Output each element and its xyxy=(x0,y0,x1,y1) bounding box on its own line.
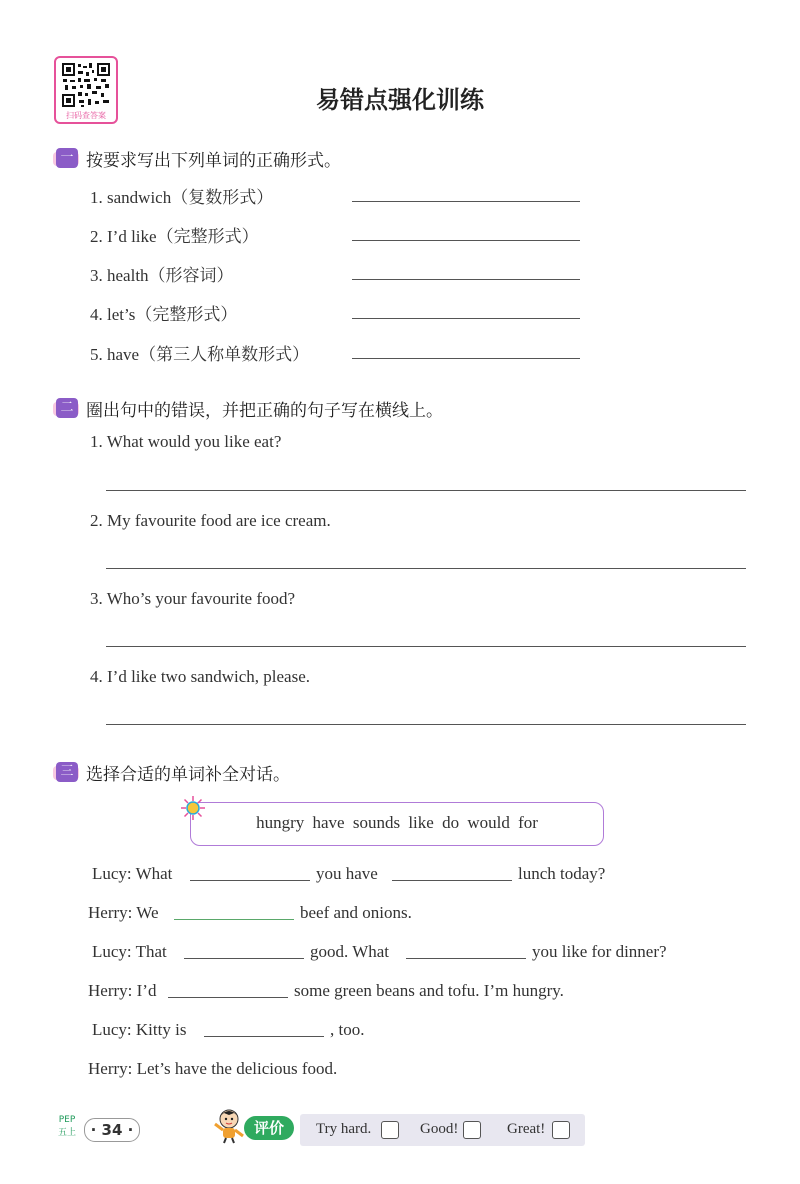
dialogue-4-blank-1[interactable] xyxy=(168,997,288,998)
word-bank-box xyxy=(190,802,604,846)
eval-great-checkbox[interactable] xyxy=(552,1121,570,1139)
section-1-title: 按要求写出下列单词的正确形式。 xyxy=(86,151,341,171)
section-2-title: 圈出句中的错误，并把正确的句子写在横线上。 xyxy=(86,401,443,421)
dialogue-3-part-a: Lucy: That xyxy=(92,942,167,961)
s1-answer-line-2[interactable] xyxy=(352,240,580,241)
eval-great-label: Great! xyxy=(507,1121,546,1137)
dialogue-3-part-b: good. What xyxy=(310,942,390,961)
s2-item-3: 3. Who’s your favourite food? xyxy=(90,589,296,608)
s2-answer-line-4[interactable] xyxy=(106,724,746,725)
word-bank: hungry have sounds like do would for xyxy=(256,813,538,832)
page-number: · 34 · xyxy=(84,1118,140,1142)
dialogue-4-part-a: Herry: I’d xyxy=(88,981,157,1000)
eval-good-checkbox[interactable] xyxy=(463,1121,481,1139)
eval-try-hard-checkbox[interactable] xyxy=(381,1121,399,1139)
dialogue-2-part-b: beef and onions. xyxy=(300,903,412,922)
dialogue-1-part-a: Lucy: What xyxy=(92,864,173,883)
s2-answer-line-1[interactable] xyxy=(106,490,746,491)
sun-icon xyxy=(180,795,206,821)
s2-item-1: 1. What would you like eat? xyxy=(90,432,282,451)
section-2-badge: 二 xyxy=(56,398,78,418)
dialogue-1-blank-2[interactable] xyxy=(392,880,512,881)
s1-answer-line-3[interactable] xyxy=(352,279,580,280)
s1-answer-line-5[interactable] xyxy=(352,358,580,359)
dialogue-3-blank-2[interactable] xyxy=(406,958,526,959)
grade-label: 五上 xyxy=(57,1128,76,1138)
dialogue-1-part-c: lunch today? xyxy=(518,864,606,883)
dialogue-3-blank-1[interactable] xyxy=(184,958,304,959)
dialogue-6-text: Herry: Let’s have the delicious food. xyxy=(88,1059,338,1078)
section-3-badge: 三 xyxy=(56,762,78,782)
s2-answer-line-3[interactable] xyxy=(106,646,746,647)
dialogue-5-blank-1[interactable] xyxy=(204,1036,324,1037)
s1-item-4: 4. let’s（完整形式） xyxy=(90,305,238,324)
dialogue-2-part-a: Herry: We xyxy=(88,903,159,922)
eval-try-hard-label: Try hard. xyxy=(316,1121,372,1137)
dialogue-3-part-c: you like for dinner? xyxy=(532,942,667,961)
cartoon-kid-icon xyxy=(212,1106,246,1144)
s2-item-4: 4. I’d like two sandwich, please. xyxy=(90,667,310,686)
dialogue-5-part-b: , too. xyxy=(330,1020,365,1039)
s1-answer-line-1[interactable] xyxy=(352,201,580,202)
s2-item-2: 2. My favourite food are ice cream. xyxy=(90,511,331,530)
section-3-title: 选择合适的单词补全对话。 xyxy=(86,765,290,785)
s2-answer-line-2[interactable] xyxy=(106,568,746,569)
dialogue-5-part-a: Lucy: Kitty is xyxy=(92,1020,187,1039)
s1-item-5: 5. have（第三人称单数形式） xyxy=(90,345,310,364)
dialogue-2-blank-1[interactable] xyxy=(174,919,294,920)
s1-item-3: 3. health（形容词） xyxy=(90,266,234,285)
page-title: 易错点强化训练 xyxy=(316,86,484,114)
qr-code-label: 扫码查答案 xyxy=(66,111,106,120)
evaluation-label: 评价 xyxy=(244,1116,294,1140)
dialogue-4-part-b: some green beans and tofu. I’m hungry. xyxy=(294,981,564,1000)
s1-item-2: 2. I’d like（完整形式） xyxy=(90,227,259,246)
pep-label: PEP xyxy=(58,1115,76,1125)
textbook-edition-label xyxy=(54,1114,80,1140)
s1-answer-line-4[interactable] xyxy=(352,318,580,319)
dialogue-1-part-b: you have xyxy=(316,864,378,883)
dialogue-1-blank-1[interactable] xyxy=(190,880,310,881)
eval-good-label: Good! xyxy=(420,1121,459,1137)
s1-item-1: 1. sandwich（复数形式） xyxy=(90,188,274,207)
section-1-badge: 一 xyxy=(56,148,78,168)
